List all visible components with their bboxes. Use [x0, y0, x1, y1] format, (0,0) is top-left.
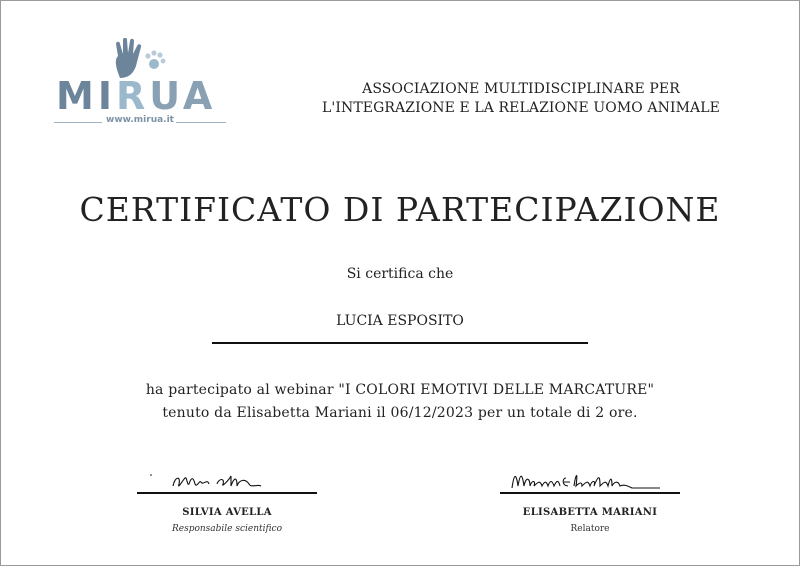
mirua-logo — [52, 38, 232, 128]
certify-intro: Si certifica che — [346, 266, 454, 282]
association-line-1: ASSOCIAZIONE MULTIDISCIPLINARE PER — [362, 81, 680, 97]
certificate-title: CERTIFICATO DI PARTECIPAZIONE — [79, 190, 721, 229]
logo-divider-right — [176, 122, 226, 123]
signatory-role-left: Responsabile scientifico — [171, 524, 282, 534]
association-line-2: L'INTEGRAZIONE E LA RELAZIONE UOMO ANIMALE — [322, 100, 720, 116]
participation-text-1: ha partecipato al webinar "I COLORI EMOTIVI DELLE MARCATURE" — [145, 382, 655, 398]
signature-scrawl-left — [137, 466, 317, 492]
participation-text-2: tenuto da Elisabetta Mariani il 06/12/2023 per un totale di 2 ore. — [162, 405, 638, 421]
logo-wordmark: MIRUA — [56, 74, 217, 118]
signature-line-right — [500, 492, 680, 494]
logo-url: www.mirua.it — [106, 115, 174, 125]
signature-line-left — [137, 492, 317, 494]
signatory-name-left: SILVIA AVELLA — [182, 507, 272, 518]
association-name — [290, 80, 752, 118]
signature-block-left — [137, 466, 317, 534]
signature-scrawl-right — [500, 466, 680, 492]
logo-divider-left — [54, 122, 102, 123]
recipient-name: LUCIA ESPOSITO — [336, 313, 464, 329]
signatory-name-right: ELISABETTA MARIANI — [522, 507, 658, 518]
signatory-role-right: Relatore — [570, 524, 610, 534]
recipient-underline — [212, 342, 588, 344]
signature-block-right — [500, 466, 680, 534]
